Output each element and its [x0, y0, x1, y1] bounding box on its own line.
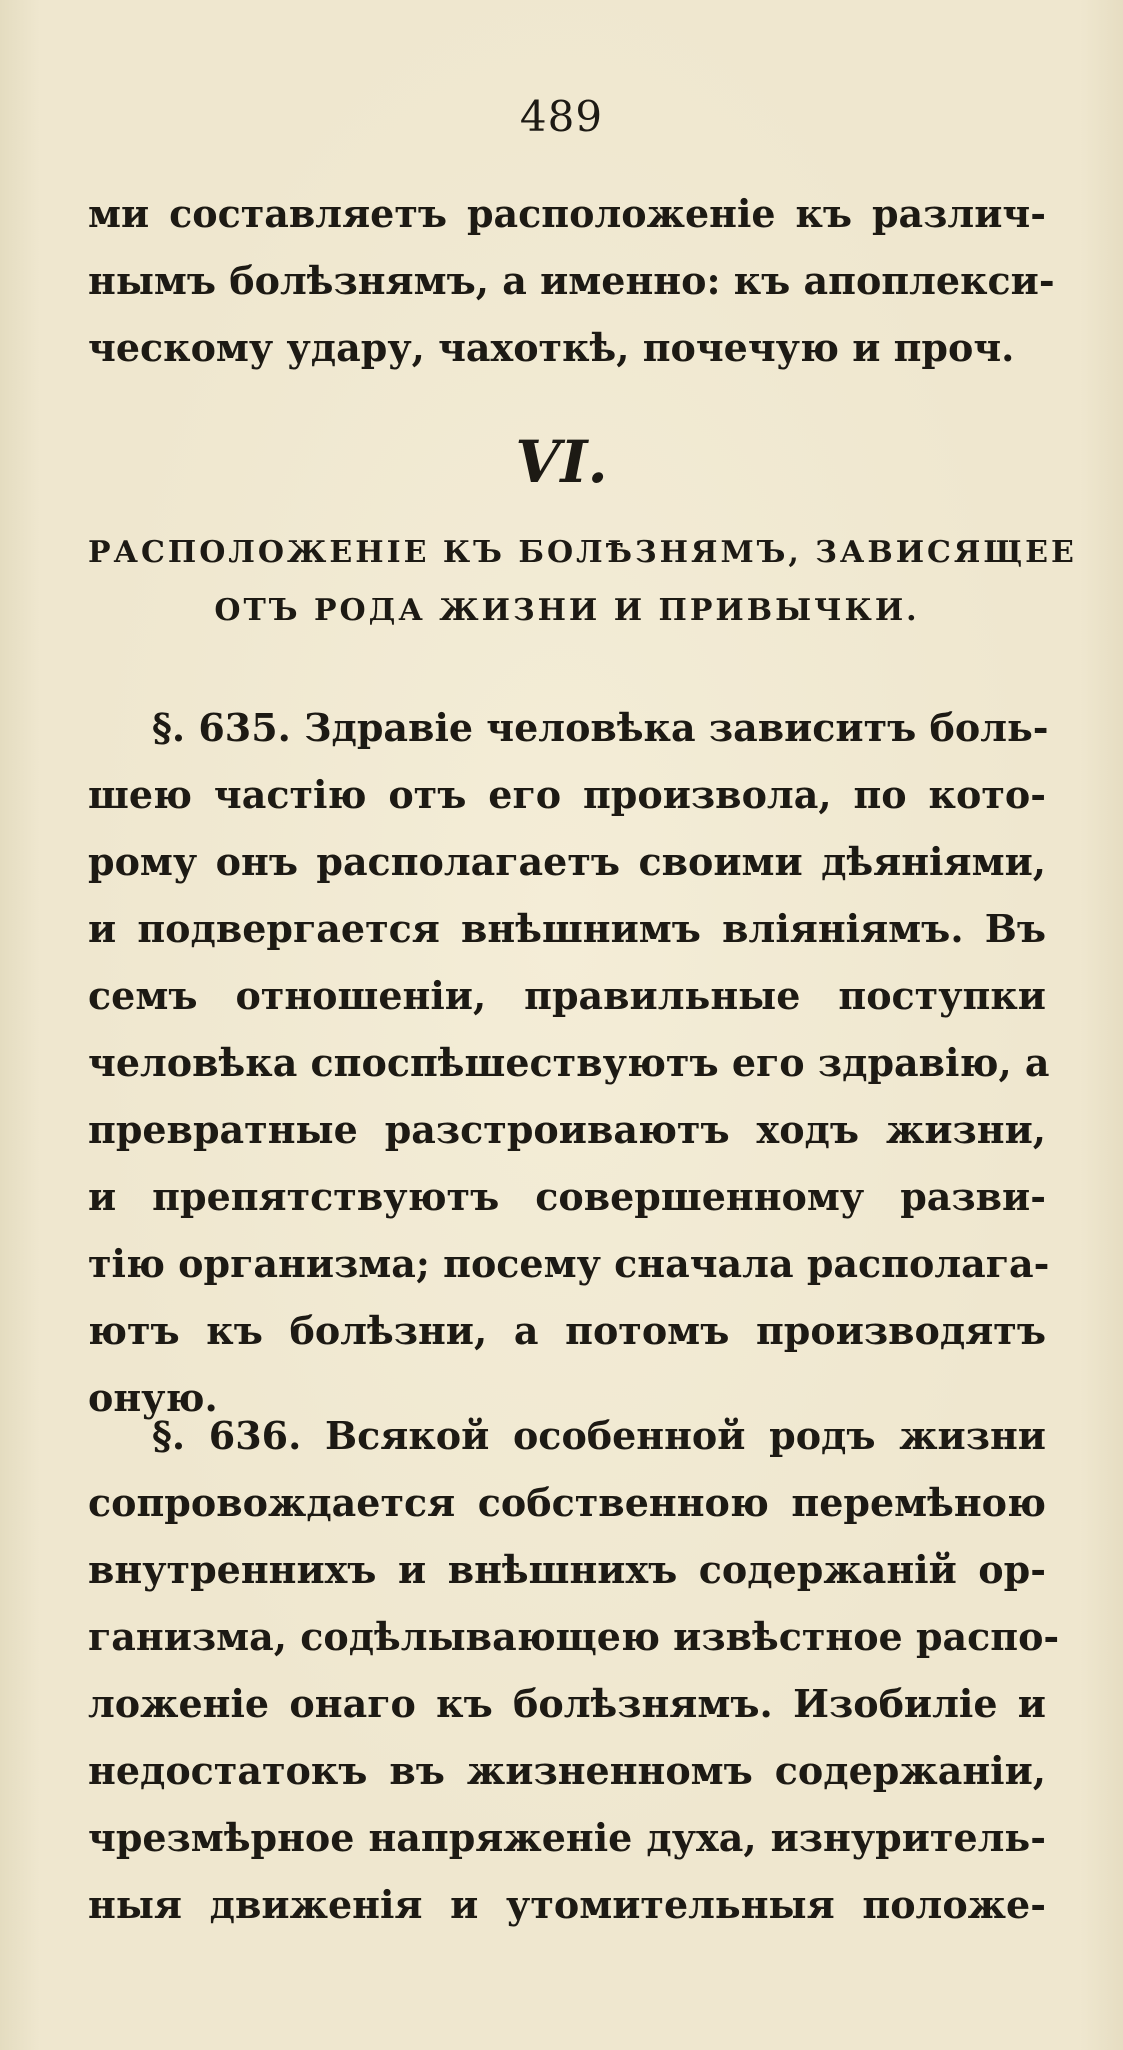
text-line: чрезмѣрное напряженіе духа, изнуритель- [88, 1815, 1046, 1860]
text-line: §. 635. Здравіе человѣка зависитъ боль- [152, 705, 1049, 750]
section-heading-line: РАСПОЛОЖЕНІЕ КЪ БОЛѢЗНЯМЪ, ЗАВИСЯЩЕЕ [88, 535, 1077, 570]
text-line: и препятствуютъ совершенному разви- [88, 1174, 1046, 1219]
text-line: недостатокъ въ жизненномъ содержаніи, [88, 1748, 1046, 1793]
text-line: рому онъ располагаетъ своими дѣяніями, [88, 839, 1046, 884]
continuation-text [88, 180, 1055, 381]
text-line: §. 636. Всякой особенной родъ жизни [152, 1413, 1046, 1458]
text-line: превратные разстроиваютъ ходъ жизни, [88, 1107, 1046, 1152]
text-line: и подвергается внѣшнимъ вліяніямъ. Въ [88, 906, 1046, 951]
text-line: внутреннихъ и внѣшнихъ содержаній ор- [88, 1547, 1046, 1592]
section-heading-line: ОТЪ РОДА ЖИЗНИ И ПРИВЫЧКИ. [214, 593, 920, 628]
text-line: ютъ къ болѣзни, а потомъ производятъ [88, 1308, 1046, 1353]
text-line: шею частію отъ его произвола, по кото- [88, 772, 1046, 817]
text-line: человѣка споспѣшествуютъ его здравію, а [88, 1040, 1050, 1085]
section-numeral: VI. [515, 428, 608, 496]
text-line: ныя движенія и утомительныя положе- [88, 1882, 1046, 1927]
text-line: семъ отношеніи, правильные поступки [88, 973, 1046, 1018]
text-line: ганизма, содѣлывающею извѣстное распо- [88, 1614, 1060, 1659]
paragraph-636 [88, 1402, 1060, 1938]
page-number: 489 [519, 92, 604, 141]
paragraph-635 [88, 694, 1050, 1431]
text-line: нымъ болѣзнямъ, а именно: къ апоплекси- [88, 258, 1055, 303]
text-line: сопровождается собственною перемѣною [88, 1480, 1046, 1525]
text-line: ческому удару, чахоткѣ, почечую и проч. [88, 325, 1015, 370]
text-line: ми составляетъ расположеніе къ различ- [88, 191, 1046, 236]
text-line: оную. [88, 1375, 218, 1420]
text-line: ложеніе онаго къ болѣзнямъ. Изобиліе и [88, 1681, 1046, 1726]
text-line: тію организма; посему сначала располага- [88, 1241, 1050, 1286]
